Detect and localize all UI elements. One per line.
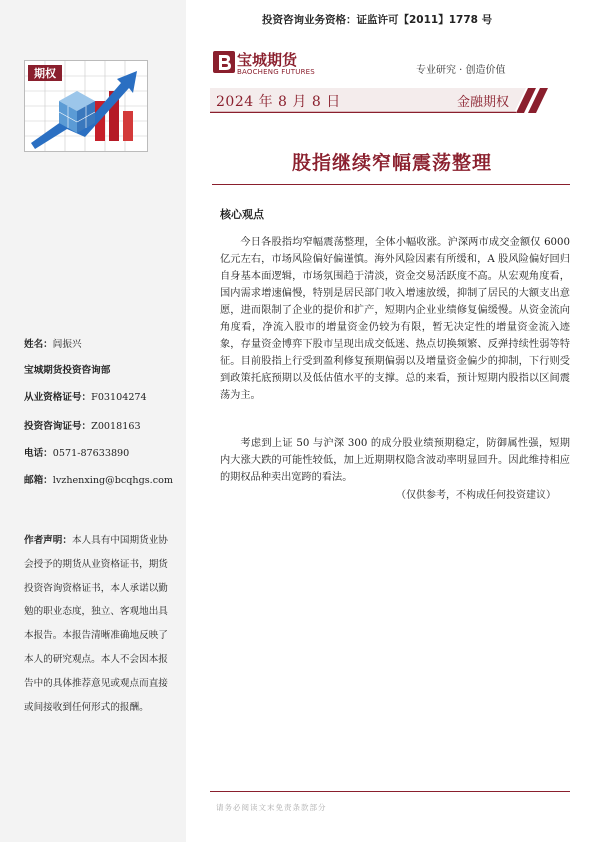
cover-label: 期权 (34, 67, 56, 80)
report-section: 金融期权 (457, 95, 510, 110)
core-view-heading: 核心观点 (220, 208, 264, 221)
practice-cert (24, 389, 147, 403)
phone (24, 445, 129, 459)
logo-english-name: BAOCHENG FUTURES (237, 68, 315, 76)
statement-text: 本人具有中国期货业协会授予的期货从业资格证书，期货投资咨询资格证书，本人承诺以勤勉的职业态度，独立、客观地出具本报告。本报告清晰准确地反映了本人的研究观点。本人不会因本报告中的具体推荐意见或观点而直接或间接收到任何形式的报酬。 (24, 535, 168, 713)
email (24, 472, 173, 486)
consult-cert-label: 投资咨询证号： (24, 421, 92, 432)
slogan: 专业研究 · 创造价值 (416, 65, 506, 76)
body-paragraph-2: 考虑到上证 50 与沪深 300 的成分股业绩预期稳定，防御属性强，短期内大涨大跌的可能性较低，加上近期期权隐含波动率明显回升。因此维持相应的期权品种卖出宽跨的看法。 (220, 438, 570, 483)
author-name-label: 姓名： (24, 339, 53, 350)
report-date: 2024 年 8 月 8 日 (216, 94, 341, 110)
logo-mark-icon (213, 51, 235, 73)
practice-cert-label: 从业资格证号： (24, 392, 92, 403)
reference-disclaimer: （仅供参考，不构成任何投资建议） (396, 490, 556, 501)
email-value[interactable]: lvzhenxing@bcqhgs.com (52, 475, 173, 486)
logo-chinese-name: 宝城期货 (237, 51, 298, 69)
title-divider (212, 184, 570, 185)
cover-illustration (25, 61, 148, 152)
phone-label: 电话： (24, 448, 53, 459)
practice-cert-value: F03104274 (91, 392, 147, 403)
department (24, 362, 110, 376)
email-label: 邮箱： (24, 475, 53, 486)
cover-image (24, 60, 148, 152)
footer-notice: 请务必阅读文末免责条款部分 (216, 803, 327, 812)
author-name-value: 闾振兴 (52, 339, 82, 350)
date-banner (210, 88, 550, 113)
brand-logo (213, 49, 323, 79)
consult-cert-value: Z0018163 (91, 421, 141, 432)
license-line: 投资咨询业务资格：证监许可【2011】1778 号 (262, 14, 493, 26)
report-title: 股指继续窄幅震荡整理 (291, 152, 492, 174)
consult-cert (24, 418, 141, 432)
statement-label: 作者声明： (24, 535, 72, 546)
department-name: 宝城期货投资咨询部 (24, 365, 111, 376)
author-name (24, 336, 82, 350)
phone-value: 0571-87633890 (52, 448, 130, 459)
footer-divider (210, 791, 570, 792)
body-paragraph-1: 今日各股指均窄幅震荡整理，全体小幅收涨。沪深两市成交金额仅 6000 亿元左右，市场风险偏好偏谨慎。海外风险因素有所缓和，A 股风险偏好回归自身基本面逻辑，市场氛围趋于清淡，资金交易活跃度不高。从宏观角度看，国内需求增速偏慢，特别是居民部门收入增速放缓，抑制了居民的大额支出意愿，进而限制了企业的提价和扩产，短期内企业业绩修复偏缓慢。从资金流向角度看，净流入股市的增量资金仍较为有限，暂无决定性的增量资金流入迹象，存量资金博弈下股市呈现出成交低迷、热点切换频繁、反弹持续性弱等特征。目前股指上行受到盈利修复预期偏弱以及增量资金偏少的抑制，下行则受到政策托底预期以及低估值水平的支撑。总的来看，预计短期内股指以区间震荡为主。 (220, 237, 570, 401)
author-statement (24, 529, 170, 719)
